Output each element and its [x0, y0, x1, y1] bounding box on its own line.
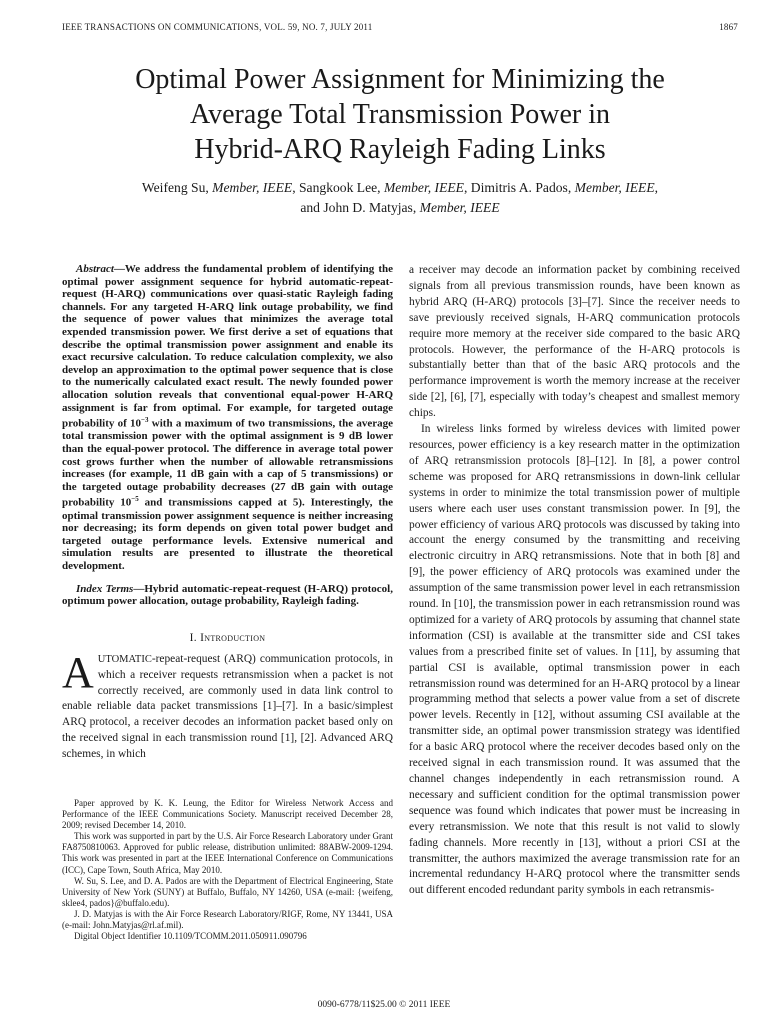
footnote-paragraph: Paper approved by K. K. Leung, the Editor for Wireless Network Access and Performance of the IEEE Communications Society. Manuscript received December 28, 2009; revised December 14, 2010.	[62, 798, 393, 831]
left-column	[62, 263, 393, 763]
author-line	[62, 198, 738, 218]
abstract-text: and transmissions capped at 5). Interestingly, the optimal transmission power assignment sequence is neither increasing nor decreasing; its form depends on given total power budget and targeted outage performance levels. Extensive numerical and simulation results are presented to illustrate the theoretical development.	[62, 497, 393, 572]
author-role: Member, IEEE	[574, 180, 655, 195]
footnote	[62, 798, 393, 942]
author-role: Member, IEEE	[383, 180, 464, 195]
section-heading	[62, 632, 393, 644]
title-line: Optimal Power Assignment for Minimizing the	[135, 64, 665, 95]
author-role: Member, IEEE	[212, 180, 293, 195]
doi-line: Digital Object Identifier 10.1109/TCOMM.2011.050911.090796	[74, 931, 307, 942]
author-sep: ,	[654, 180, 659, 195]
abstract-text: —We address the fundamental problem of identifying the optimal power assignment sequence for hybrid automatic-repeat-request (H-ARQ) communications over quasi-static Rayleigh fading channels. For any targeted H-ARQ link outage probability, we find the sequence of power values that minimizes the average total expended transmission power. We first derive a set of equations that describe the optimal transmission power assignment and enable its exact recursive calculation. To reduce calculation complexity, we also develop an approximation to the optimal power sequence that is close to the numerically calculated exact result. The newly founded power allocation solution reveals that conventional equal-power H-ARQ assignment is far from optimal. For example, for targeted outage probability of 10	[62, 263, 393, 430]
author-line	[62, 178, 738, 198]
copyright-line: 0090-6778/11$25.00 © 2011 IEEE	[317, 1000, 451, 1010]
intro-text: -repeat-request (ARQ) communication protocols, in which a receiver requests retransmission when a packet is not correctly received, are commonly used in data link control to enable reliable data packet transmissions [1]–[7]. In a basic/simplest ARQ protocol, a receiver decodes an information packet based only on the received signal in each transmission round [1], [2]. Advanced ARQ schemes, in which	[62, 652, 393, 761]
running-head	[62, 22, 738, 36]
footnote-paragraph: J. D. Matyjas is with the Air Force Research Laboratory/RIGF, Rome, NY 13441, USA (e-mail: John.Matyjas@rl.af.mil).	[62, 908, 393, 931]
author-name: Weifeng Su,	[141, 180, 213, 195]
paper-title	[62, 62, 738, 167]
title-line: Hybrid-ARQ Rayleigh Fading Links	[194, 134, 606, 165]
author-role: Member, IEEE	[419, 200, 500, 215]
intro-paragraph	[62, 647, 393, 763]
right-column	[409, 263, 740, 899]
abstract	[62, 263, 393, 573]
author-list	[62, 178, 738, 218]
section-number: I.	[189, 631, 201, 644]
footnote-paragraph: This work was supported in part by the U.S. Air Force Research Laboratory under Grant FA8750810063. Approved for public release, distribution unlimited: 88ABW-2009-1294. This work was presented in part at the IEEE International Conference on Communications (ICC), Cape Town, South Africa, May 2010.	[62, 831, 393, 875]
title-line: Average Total Transmission Power in	[189, 99, 611, 130]
body-paragraph: In wireless links formed by wireless devices with limited power resources, power efficiency is a key research matter in the optimization of ARQ retransmission protocols [8]–[12]. In [8], a power control scheme was proposed for ARQ retransmissions in down-link cellular systems in order to minimize the total transmission power of multiple users where each user uses constant transmission power. In [9], the power efficiency of various ARQ protocols was discussed by taking into account the energy consumed by the transmitting and receiving electronic circuitry in ARQ retransmissions. Note that in both [8] and [9], the power efficiency of ARQ protocols was examined under the assumption of the same transmission power level in each retransmission round. In [10], the transmission power in each retransmission round was optimized for a variety of ARQ protocols by assuming that channel state information (CSI) is available at the transmitter side and CSI takes values from a prescribed finite set of values. In [11], by assuming that partial CSI is available, optimal transmission power in each retransmission round was determined for an H-ARQ protocol by a linear programming method that selects a power value from a set of discrete power levels. Recently in [12], without assuming CSI available at the transmitter side, an optimal power transmission strategy was identified for a basic ARQ protocol where the receiver decodes based only on the received signal in each transmission round. It was assumed that the channel changes independently in each retransmission round. A necessary and sufficient condition for the optimal transmission power sequence was found which indicates that power must be increasing in every retransmission. We note that this result is not valid to slowly fading channels. More recently in [13], without a priori CSI at the transmitter, the authors maximized the average transmission rate for an incremental redundancy H-ARQ protocol where the transmitter sends out different encoded redundant parity symbols in each retransmis-	[409, 423, 740, 897]
journal-name: IEEE TRANSACTIONS ON COMMUNICATIONS, VOL. 59, NO. 7, JULY 2011	[62, 22, 373, 32]
author-name: , Dimitris A. Pados,	[463, 180, 575, 195]
index-terms-lead: Index Terms	[76, 582, 134, 595]
abstract-lead: Abstract	[76, 263, 114, 275]
body-paragraph: a receiver may decode an information packet by combining received signals from all previous transmission rounds, have been known as hybrid ARQ (H-ARQ) protocols [3]–[7]. Since the receiver needs to save previously received signals, H-ARQ communication protocols require more memory at the receiver side compared to the basic ARQ protocols. However, the performance of the H-ARQ protocols is substantially better than that of the basic ARQ protocols and the performance improvement is worth the memory increase at the receiver side [2], [6], [7], especially with today’s cheapest and smallest memory chips.	[409, 264, 740, 420]
intro-caps: UTOMATIC	[97, 653, 152, 665]
abstract-text: with a maximum of two transmissions, the average total transmission power with the optimal assignment is 9 dB lower than the equal-power protocol. The difference in average total power cost grows further when the number of allowable retransmissions increases (for example, 11 dB gain with a cap of 5 transmissions) or the targeted outage probability decreases (27 dB gain with outage probability 10	[62, 417, 394, 509]
footnote-paragraph: W. Su, S. Lee, and D. A. Pados are with the Department of Electrical Engineering, State University of New York (SUNY) at Buffalo, Buffalo, NY 14260, USA (e-mail: {weifeng, sklee4, pados}@buffalo.edu).	[62, 875, 393, 908]
index-terms-text: —Hybrid automatic-repeat-request (H-ARQ) protocol, optimum power allocation, outage probability, Rayleigh fading.	[62, 582, 393, 608]
index-terms	[62, 583, 393, 608]
author-name: and John D. Matyjas,	[300, 200, 420, 215]
author-name: , Sangkook Lee,	[292, 180, 384, 195]
drop-cap: A	[62, 647, 94, 697]
section-title: Introduction	[200, 631, 266, 644]
abstract-exponent: −5	[131, 495, 139, 504]
abstract-exponent: −3	[141, 416, 149, 425]
page-number: 1867	[719, 22, 738, 32]
